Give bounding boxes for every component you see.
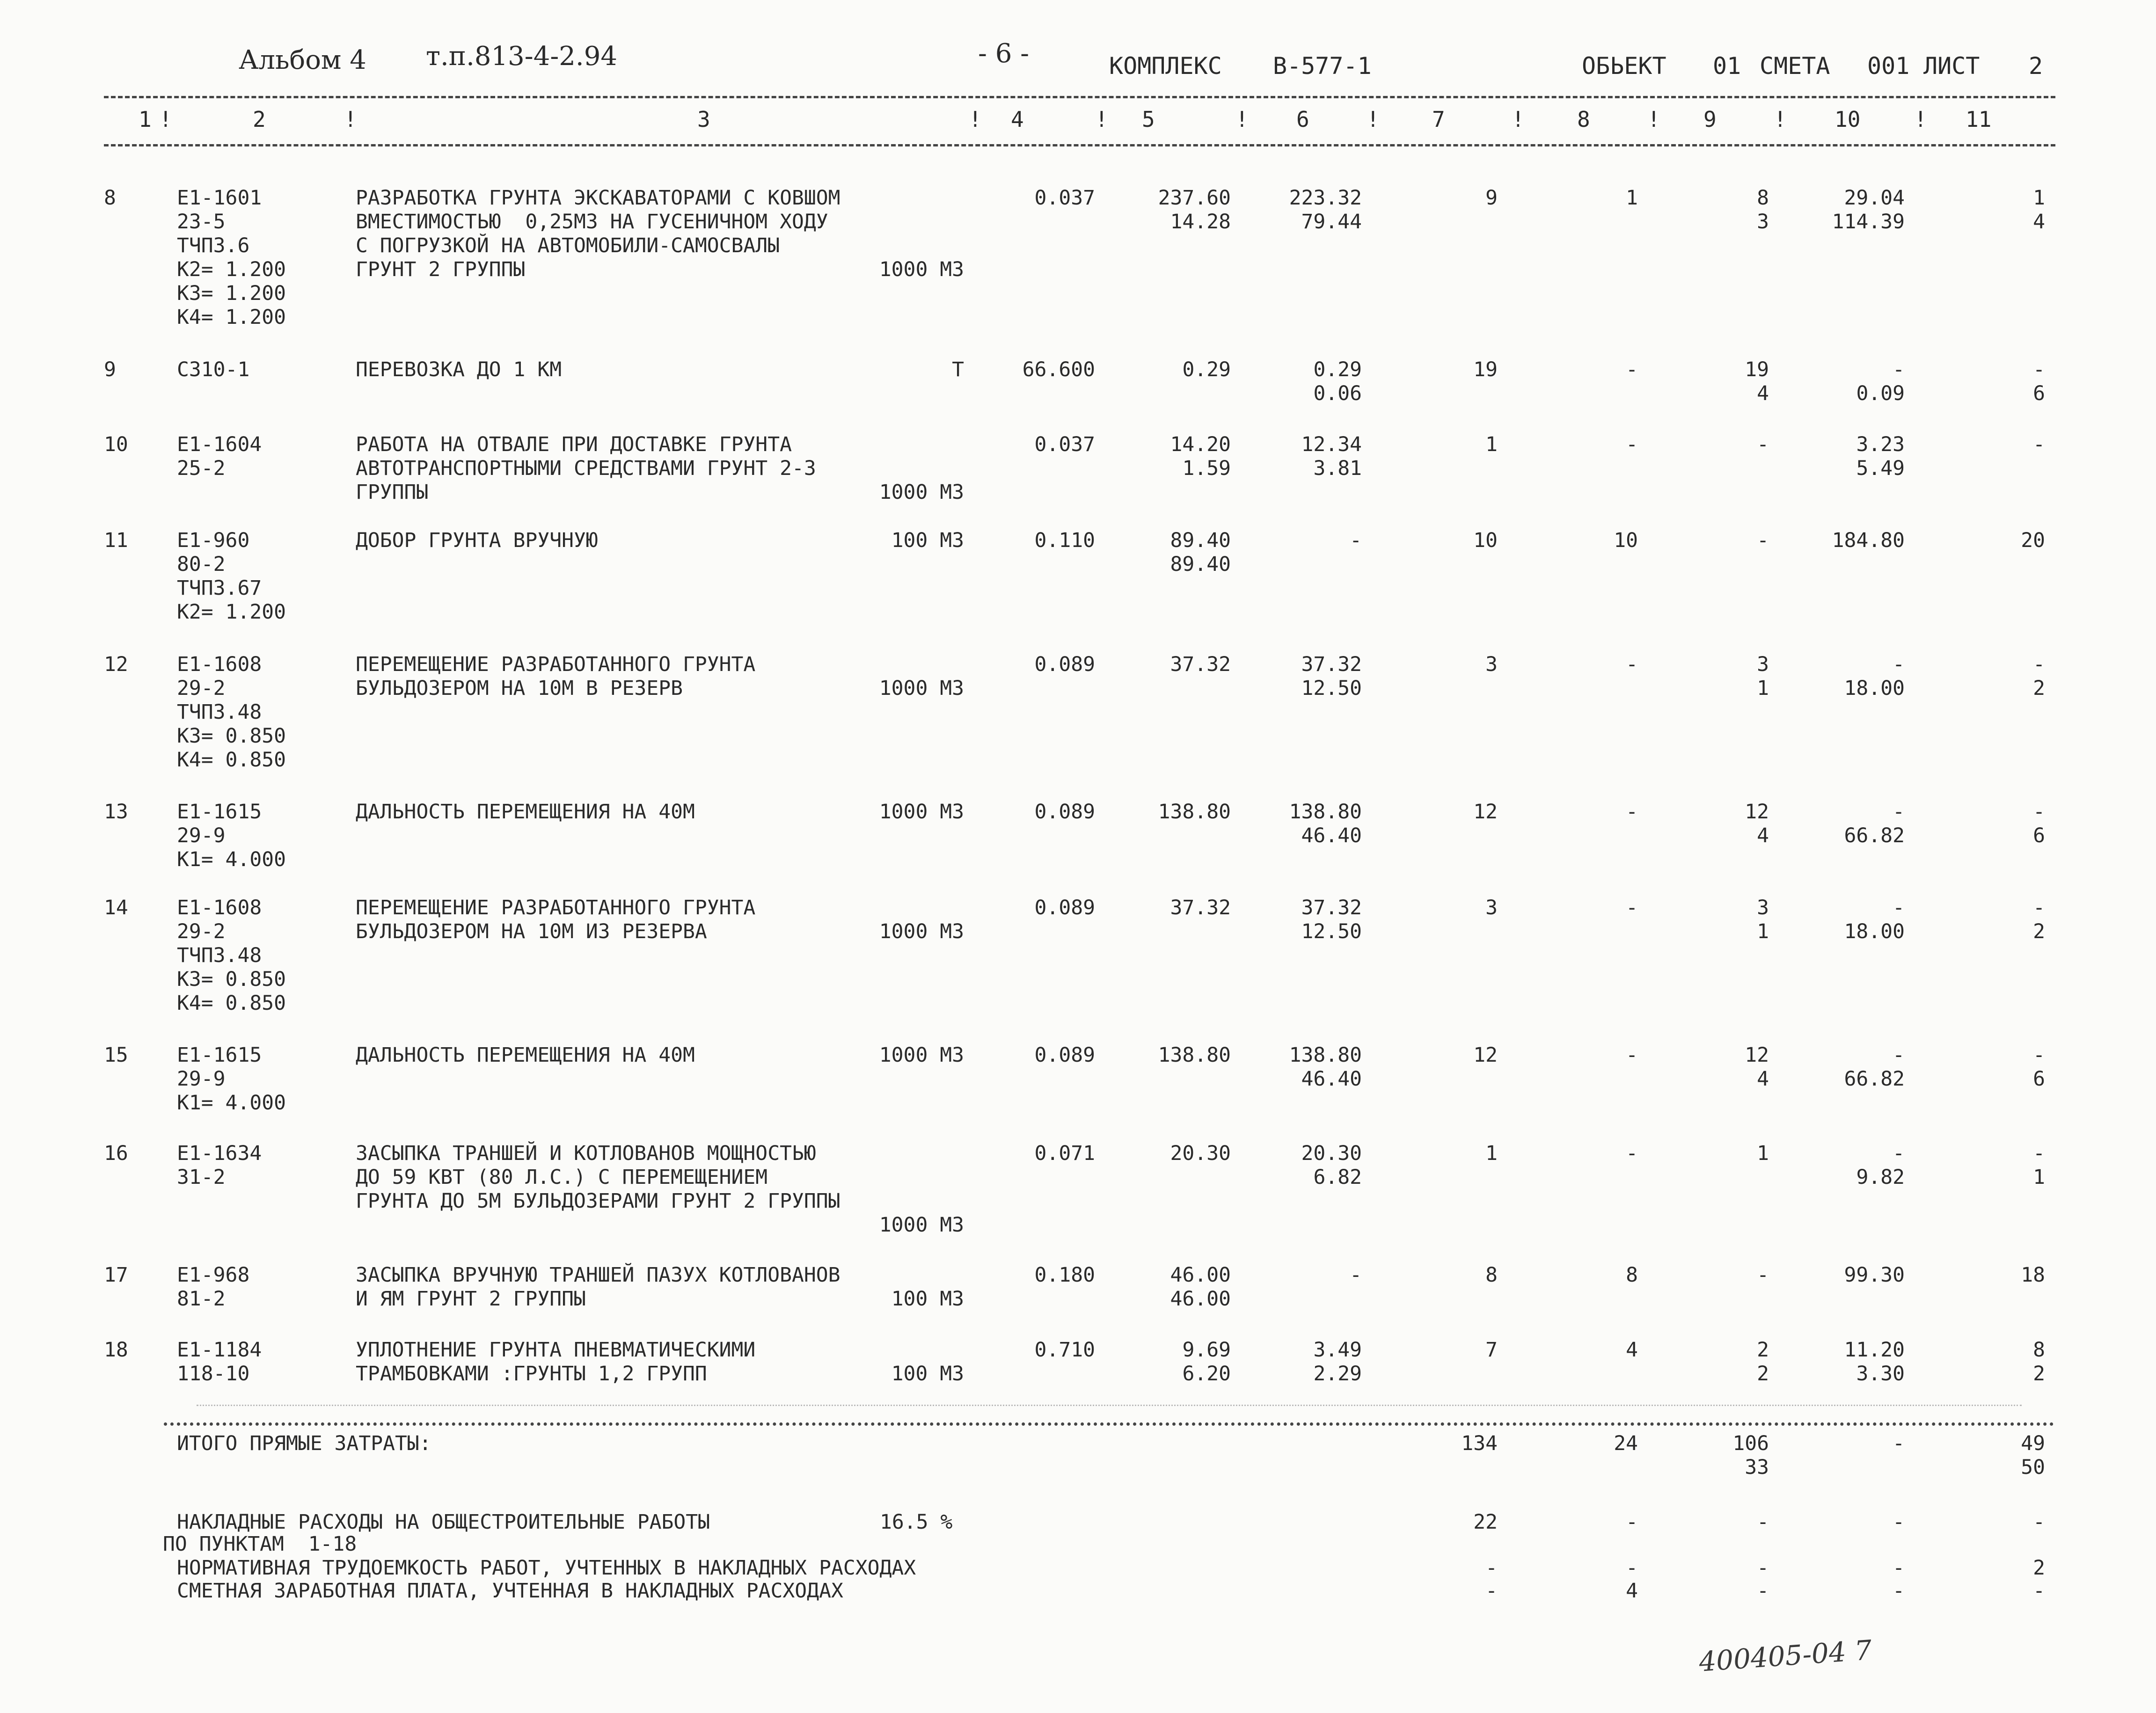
row-number: 12	[104, 653, 128, 676]
unit-cost: 237.60 14.28	[1158, 186, 1231, 233]
labor-hours: 99.30	[1844, 1263, 1905, 1287]
header-rule-top	[104, 96, 2055, 98]
wage-cost: -	[1626, 653, 1638, 676]
quantity: 0.110	[1034, 529, 1095, 552]
norm-code: Е1-1608 29-2 ТЧПЗ.48 К3= 0.850 К4= 0.850	[177, 653, 286, 772]
column-separator: !	[1512, 107, 1525, 132]
col-11: 8 2	[2033, 1338, 2045, 1385]
overhead-c10: -	[1893, 1579, 1905, 1603]
labor-hours: - 66.82	[1844, 800, 1905, 847]
machine-total: 3 1	[1757, 896, 1769, 943]
norm-code: С310-1	[177, 358, 250, 381]
complex-value: В-577-1	[1273, 52, 1372, 80]
row-number: 8	[104, 186, 116, 210]
unit: 1000 М3	[879, 920, 964, 943]
overhead-c10: -	[1893, 1556, 1905, 1580]
totals-c10: -	[1893, 1432, 1905, 1455]
row-number: 18	[104, 1338, 128, 1362]
machine-total: 8 3	[1757, 186, 1769, 233]
overhead-line-3: НОРМАТИВНАЯ ТРУДОЕМКОСТЬ РАБОТ, УЧТЕННЫХ В НАКЛАДНЫХ РАСХОДАХ	[177, 1556, 916, 1580]
machine-total: -	[1757, 1263, 1769, 1287]
machine-total: 2 2	[1757, 1338, 1769, 1385]
row-number: 13	[104, 800, 128, 824]
row-number: 9	[104, 358, 116, 381]
norm-code: Е1-1615 29-9 К1= 4.000	[177, 800, 286, 871]
unit: 1000 М3	[879, 481, 964, 504]
column-number: 11	[1966, 107, 1992, 132]
total-cost: 3	[1485, 653, 1498, 676]
labor-hours: - 0.09	[1856, 358, 1905, 405]
norm-code: Е1-1604 25-2	[177, 433, 262, 480]
overhead-line-4: СМЕТНАЯ ЗАРАБОТНАЯ ПЛАТА, УЧТЕННАЯ В НАКЛАДНЫХ РАСХОДАХ	[177, 1579, 843, 1603]
machine-total: 12 4	[1745, 1043, 1769, 1091]
unit-cost: 9.69 6.20	[1182, 1338, 1231, 1385]
unit: Т	[952, 358, 964, 381]
row-number: 14	[104, 896, 128, 919]
smeta-value: 001	[1867, 52, 1910, 80]
machine-total: 12 4	[1745, 800, 1769, 847]
total-cost: 1	[1485, 433, 1498, 456]
unit: 1000 М3	[879, 258, 964, 281]
column-separator: !	[1914, 107, 1927, 132]
work-description: ДАЛЬНОСТЬ ПЕРЕМЕЩЕНИЯ НА 40М	[356, 800, 695, 824]
machine-total: -	[1757, 529, 1769, 552]
totals-label: ИТОГО ПРЯМЫЕ ЗАТРАТЫ:	[177, 1432, 431, 1455]
norm-code: Е1-1184 118-10	[177, 1338, 262, 1385]
sheet-label: ЛИСТ	[1923, 52, 1980, 80]
column-number: 6	[1296, 107, 1309, 132]
total-cost: 3	[1485, 896, 1498, 919]
column-number: 9	[1703, 107, 1717, 132]
unit-cost: 37.32	[1170, 653, 1231, 676]
machine-cost: 20.30 6.82	[1301, 1142, 1362, 1189]
album-label: Альбом 4	[239, 45, 366, 75]
machine-cost: 37.32 12.50	[1301, 653, 1362, 700]
quantity: 0.710	[1034, 1338, 1095, 1362]
column-separator: !	[969, 107, 982, 132]
total-cost: 9	[1485, 186, 1498, 210]
tp-number: т.п.813-4-2.94	[426, 41, 617, 72]
work-description: ДАЛЬНОСТЬ ПЕРЕМЕЩЕНИЯ НА 40М	[356, 1043, 695, 1067]
column-separator: !	[1367, 107, 1380, 132]
labor-hours: - 9.82	[1856, 1142, 1905, 1189]
norm-code: Е1-968 81-2	[177, 1263, 250, 1311]
labor-hours: 29.04 114.39	[1832, 186, 1905, 233]
norm-code: Е1-1608 29-2 ТЧПЗ.48 К3= 0.850 К4= 0.850	[177, 896, 286, 1015]
machine-total: 3 1	[1757, 653, 1769, 700]
handwritten-note: 400405-04 7	[1698, 1634, 1873, 1678]
overhead-c7: -	[1485, 1579, 1498, 1603]
work-description: РАЗРАБОТКА ГРУНТА ЭКСКАВАТОРАМИ С КОВШОМ ВМЕСТИМОСТЬЮ 0,25М3 НА ГУСЕНИЧНОМ ХОДУ С ПОГРУЗКОЙ НА АВТОМОБИЛИ-САМОСВАЛЫ ГРУНТ 2 ГРУППЫ	[356, 186, 840, 281]
column-number: 5	[1142, 107, 1155, 132]
work-description: ПЕРЕМЕЩЕНИЕ РАЗРАБОТАННОГО ГРУНТА БУЛЬДОЗЕРОМ НА 10М ИЗ РЕЗЕРВА	[356, 896, 756, 943]
totals-c9: 106 33	[1732, 1432, 1769, 1479]
overhead-c11: -	[2033, 1579, 2045, 1603]
overhead-c9: -	[1757, 1556, 1769, 1580]
col-11: -	[2033, 433, 2045, 456]
machine-cost: -	[1350, 1263, 1362, 1287]
quantity: 0.180	[1034, 1263, 1095, 1287]
page-number: - 6 -	[978, 38, 1030, 69]
labor-hours: 11.20 3.30	[1844, 1338, 1905, 1385]
totals-rule	[164, 1422, 2054, 1426]
col-11: - 6	[2033, 1043, 2045, 1091]
column-separator: !	[159, 107, 172, 132]
column-number: 8	[1577, 107, 1590, 132]
object-label: ОБЬЕКТ	[1582, 52, 1666, 80]
machine-cost: -	[1350, 529, 1362, 552]
unit: 100 М3	[891, 529, 964, 552]
quantity: 0.089	[1034, 896, 1095, 919]
wage-cost: 4	[1626, 1338, 1638, 1362]
column-separator: !	[1647, 107, 1660, 132]
overhead-c9: -	[1757, 1510, 1769, 1534]
column-separator: !	[1774, 107, 1787, 132]
total-cost: 10	[1473, 529, 1498, 552]
header-rule-bottom	[104, 144, 2055, 146]
column-number: 2	[253, 107, 266, 132]
labor-hours: 184.80	[1832, 529, 1905, 552]
unit-cost: 138.80	[1158, 1043, 1231, 1067]
overhead-c7: -	[1485, 1556, 1498, 1580]
col-11: - 2	[2033, 653, 2045, 700]
row-number: 11	[104, 529, 128, 552]
wage-cost: 8	[1626, 1263, 1638, 1287]
col-11: 20	[2021, 529, 2045, 552]
unit-cost: 89.40 89.40	[1170, 529, 1231, 576]
quantity: 0.037	[1034, 186, 1095, 210]
unit-cost: 20.30	[1170, 1142, 1231, 1165]
machine-cost: 138.80 46.40	[1289, 800, 1362, 847]
unit: 1000 М3	[879, 800, 964, 824]
object-value: 01	[1713, 52, 1741, 80]
complex-label: КОМПЛЕКС	[1109, 52, 1222, 80]
totals-c8: 24	[1614, 1432, 1638, 1455]
machine-cost: 223.32 79.44	[1289, 186, 1362, 233]
labor-hours: - 18.00	[1844, 896, 1905, 943]
totals-c11: 49 50	[2021, 1432, 2045, 1479]
total-cost: 12	[1473, 1043, 1498, 1067]
unit-cost: 37.32	[1170, 896, 1231, 919]
work-description: РАБОТА НА ОТВАЛЕ ПРИ ДОСТАВКЕ ГРУНТА АВТОТРАНСПОРТНЫМИ СРЕДСТВАМИ ГРУНТ 2-3 ГРУППЫ	[356, 433, 816, 504]
totals-c7: 134	[1461, 1432, 1498, 1455]
unit-cost: 138.80	[1158, 800, 1231, 824]
unit: 1000 М3	[879, 677, 964, 700]
column-separator: !	[344, 107, 357, 132]
column-number: 1	[139, 107, 152, 132]
unit: 1000 М3	[879, 1213, 964, 1237]
norm-code: Е1-1601 23-5 ТЧПЗ.6 К2= 1.200 К3= 1.200 К4= 1.200	[177, 186, 286, 329]
machine-total: 1	[1757, 1142, 1769, 1165]
smeta-label: СМЕТА	[1760, 52, 1830, 80]
quantity: 66.600	[1022, 358, 1095, 381]
total-cost: 8	[1485, 1263, 1498, 1287]
quantity: 0.089	[1034, 653, 1095, 676]
overhead-line-1: НАКЛАДНЫЕ РАСХОДЫ НА ОБЩЕСТРОИТЕЛЬНЫЕ РАБОТЫ	[177, 1510, 710, 1534]
row-number: 15	[104, 1043, 128, 1067]
overhead-percent: 16.5 %	[880, 1510, 953, 1534]
total-cost: 19	[1473, 358, 1498, 381]
total-cost: 12	[1473, 800, 1498, 824]
quantity: 0.089	[1034, 1043, 1095, 1067]
machine-cost: 138.80 46.40	[1289, 1043, 1362, 1091]
quantity: 0.037	[1034, 433, 1095, 456]
wage-cost: -	[1626, 358, 1638, 381]
wage-cost: 1	[1626, 186, 1638, 210]
work-description: УПЛОТНЕНИЕ ГРУНТА ПНЕВМАТИЧЕСКИМИ ТРАМБОВКАМИ :ГРУНТЫ 1,2 ГРУПП	[356, 1338, 756, 1385]
labor-hours: - 66.82	[1844, 1043, 1905, 1091]
norm-code: Е1-960 80-2 ТЧПЗ.67 К2= 1.200	[177, 529, 286, 624]
row-number: 10	[104, 433, 128, 456]
overhead-c8: 4	[1626, 1579, 1638, 1603]
unit: 1000 М3	[879, 1043, 964, 1067]
column-number: 4	[1011, 107, 1024, 132]
machine-total: 19 4	[1745, 358, 1769, 405]
machine-cost: 12.34 3.81	[1301, 433, 1362, 480]
overhead-c9: -	[1757, 1579, 1769, 1603]
overhead-c11: 2	[2033, 1556, 2045, 1580]
machine-cost: 37.32 12.50	[1301, 896, 1362, 943]
work-description: ПЕРЕМЕЩЕНИЕ РАЗРАБОТАННОГО ГРУНТА БУЛЬДОЗЕРОМ НА 10М В РЕЗЕРВ	[356, 653, 756, 700]
wage-cost: -	[1626, 800, 1638, 824]
overhead-c8: -	[1626, 1556, 1638, 1580]
work-description: ДОБОР ГРУНТА ВРУЧНУЮ	[356, 529, 598, 552]
unit: 100 М3	[891, 1287, 964, 1311]
overhead-c11: -	[2033, 1510, 2045, 1534]
wage-cost: -	[1626, 433, 1638, 456]
work-description: ПЕРЕВОЗКА ДО 1 КМ	[356, 358, 562, 381]
overhead-c8: -	[1626, 1510, 1638, 1534]
total-cost: 7	[1485, 1338, 1498, 1362]
unit-cost: 14.20 1.59	[1170, 433, 1231, 480]
norm-code: Е1-1615 29-9 К1= 4.000	[177, 1043, 286, 1115]
machine-cost: 0.29 0.06	[1313, 358, 1362, 405]
col-11: - 1	[2033, 1142, 2045, 1189]
column-number: 7	[1432, 107, 1445, 132]
col-11: - 6	[2033, 358, 2045, 405]
col-11: 18	[2021, 1263, 2045, 1287]
overhead-line-2: ПО ПУНКТАМ 1-18	[163, 1532, 357, 1556]
wage-cost: -	[1626, 1142, 1638, 1165]
norm-code: Е1-1634 31-2	[177, 1142, 262, 1189]
machine-cost: 3.49 2.29	[1313, 1338, 1362, 1385]
column-separator: !	[1095, 107, 1108, 132]
column-number: 10	[1834, 107, 1861, 132]
sheet-value: 2	[2029, 52, 2043, 80]
faint-rule	[197, 1405, 2022, 1406]
wage-cost: 10	[1614, 529, 1638, 552]
overhead-c7: 22	[1473, 1510, 1498, 1534]
row-number: 16	[104, 1142, 128, 1165]
wage-cost: -	[1626, 1043, 1638, 1067]
machine-total: -	[1757, 433, 1769, 456]
col-11: 1 4	[2033, 186, 2045, 233]
col-11: - 2	[2033, 896, 2045, 943]
quantity: 0.089	[1034, 800, 1095, 824]
work-description: ЗАСЫПКА ВРУЧНУЮ ТРАНШЕЙ ПАЗУХ КОТЛОВАНОВ И ЯМ ГРУНТ 2 ГРУППЫ	[356, 1263, 840, 1311]
labor-hours: 3.23 5.49	[1856, 433, 1905, 480]
work-description: ЗАСЫПКА ТРАНШЕЙ И КОТЛОВАНОВ МОЩНОСТЬЮ ДО 59 КВТ (80 Л.С.) С ПЕРЕМЕЩЕНИЕМ ГРУНТА ДО 5М БУЛЬДОЗЕРАМИ ГРУНТ 2 ГРУППЫ	[356, 1142, 840, 1213]
unit: 100 М3	[891, 1362, 964, 1385]
labor-hours: - 18.00	[1844, 653, 1905, 700]
unit-cost: 46.00 46.00	[1170, 1263, 1231, 1311]
quantity: 0.071	[1034, 1142, 1095, 1165]
total-cost: 1	[1485, 1142, 1498, 1165]
overhead-c10: -	[1893, 1510, 1905, 1534]
row-number: 17	[104, 1263, 128, 1287]
column-separator: !	[1235, 107, 1249, 132]
unit-cost: 0.29	[1182, 358, 1231, 381]
wage-cost: -	[1626, 896, 1638, 919]
col-11: - 6	[2033, 800, 2045, 847]
column-number: 3	[697, 107, 710, 132]
